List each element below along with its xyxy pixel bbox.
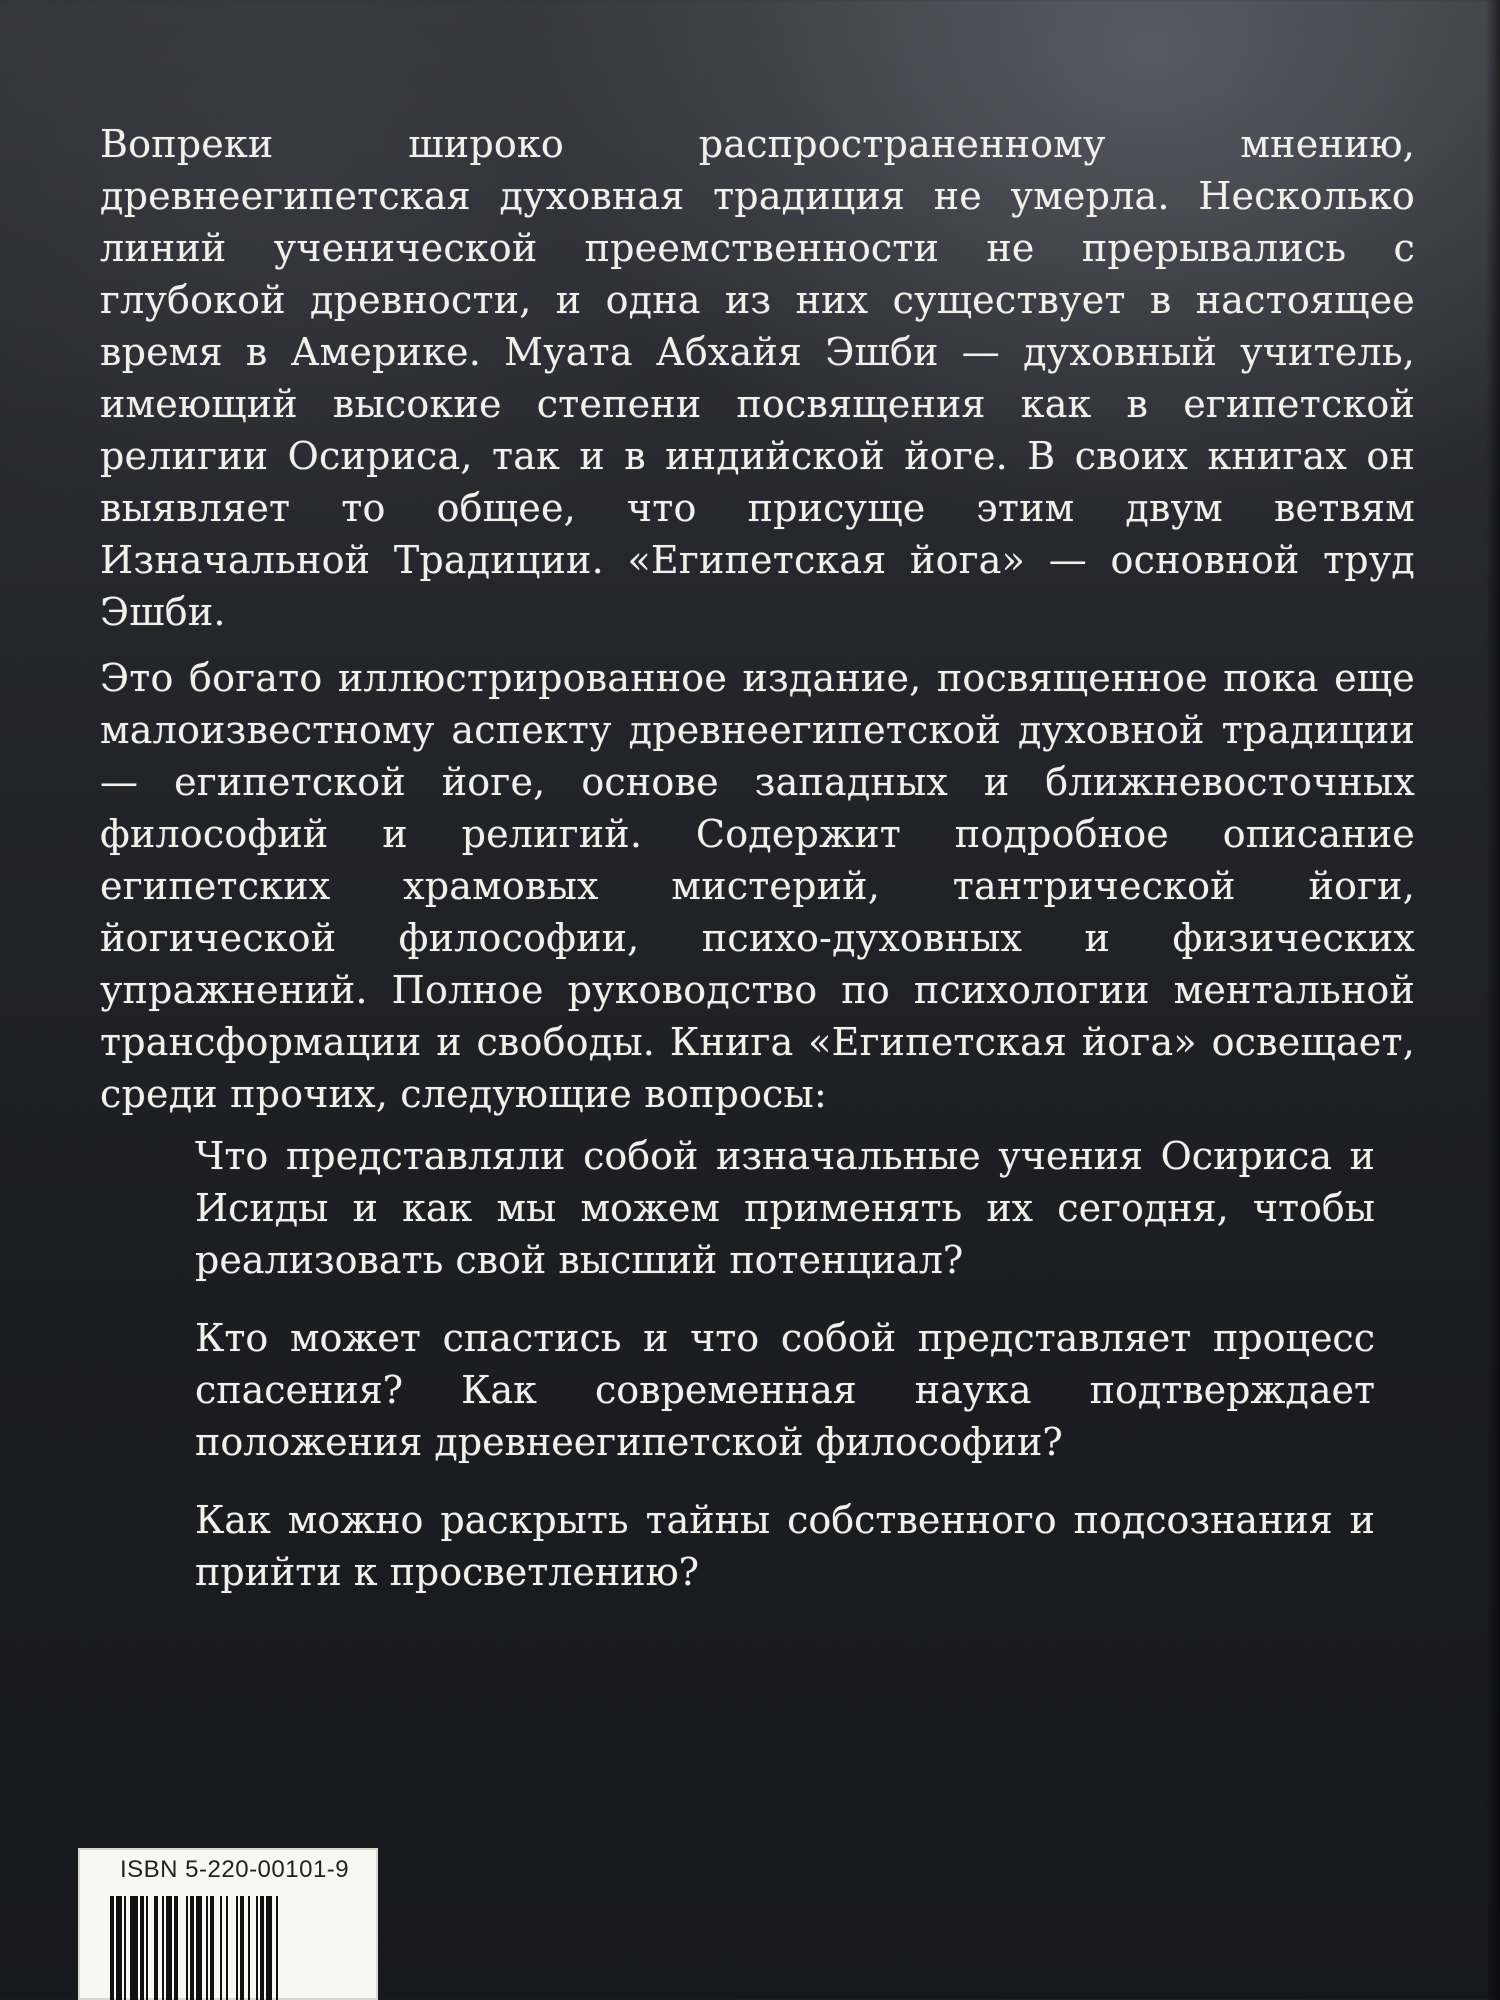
barcode-icon — [110, 1896, 360, 2000]
question-1: Что представляли собой изначальные учения Осириса и Исиды и как мы можем применять их сегодня, чтобы реализовать свой высший потенциал? — [195, 1134, 1375, 1282]
cover-edge-shadow — [1486, 0, 1500, 2000]
question-2: Кто может спастись и что собой представляет процесс спасения? Как современная наука подтверждает положения древнеегипетской философии? — [195, 1316, 1375, 1464]
description-paragraph-2: Это богато иллюстрированное издание, посвященное пока еще малоизвестному аспекту древнеегипетской духовной традиции — египетской йоге, основе западных и ближневосточных философий и религий. Содержит подробное описание египетских храмовых мистерий, тантрической йоги, йогической философии, психо-духовных и физических упражнений. Полное руководство по психологии ментальной трансформации и свободы. Книга «Египетская йога» освещает, среди прочих, следующие вопросы: — [100, 656, 1415, 1116]
description-paragraph-1: Вопреки широко распространенному мнению, древнеегипетская духовная традиция не умерла. Несколько линий ученической преемственности не прерывались с глубокой древности, и одна из них существует в настоящее время в Америке. Муата Абхайя Эшби — духовный учитель, имеющий высокие степени посвящения как в египетской религии Осириса, так и в индийской йоге. В своих книгах он выявляет то общее, что присуще этим двум ветвям Изначальной Традиции. «Египетская йога» — основной труд Эшби. — [100, 122, 1415, 634]
isbn-number: ISBN 5-220-00101-9 — [120, 1856, 350, 1883]
question-3: Как можно раскрыть тайны собственного подсознания и прийти к просветлению? — [195, 1498, 1375, 1594]
isbn-barcode-sticker — [78, 1848, 378, 2000]
questions-list — [195, 1130, 1375, 1598]
description-text — [100, 118, 1415, 1120]
